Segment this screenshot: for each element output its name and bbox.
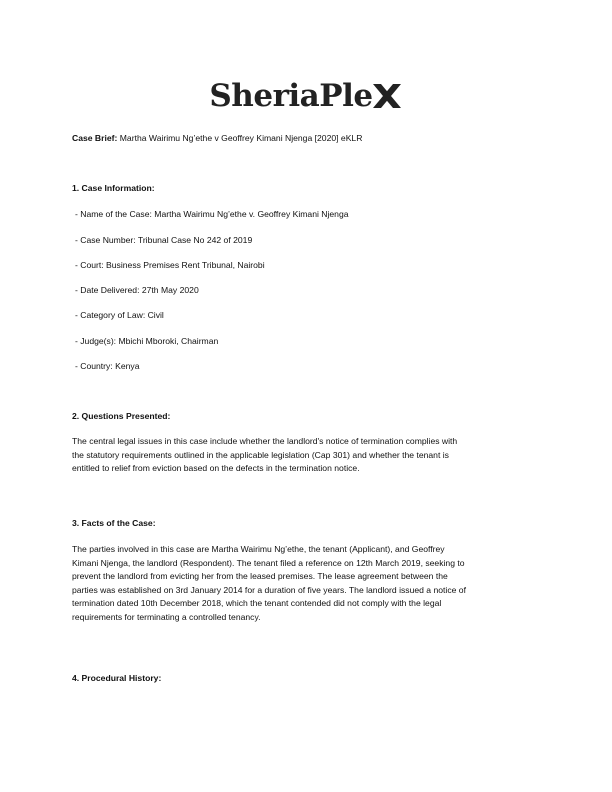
- paragraph-line: entitled to relief from eviction based on the defects in the termination notice.: [72, 463, 360, 474]
- info-judges: - Judge(s): Mbichi Mboroki, Chairman: [75, 336, 219, 346]
- procedural-history-heading: 4. Procedural History:: [72, 673, 162, 683]
- info-country: - Country: Kenya: [75, 361, 140, 371]
- info-court: - Court: Business Premises Rent Tribunal, Nairobi: [75, 260, 265, 270]
- facts-of-case-paragraph: [72, 543, 542, 625]
- logo-x-mark-icon: [371, 80, 403, 112]
- info-name-of-case: - Name of the Case: Martha Wairimu Ng’ethe v. Geoffrey Kimani Njenga: [75, 209, 349, 219]
- case-brief-label: Case Brief:: [72, 133, 118, 143]
- paragraph-line: The central legal issues in this case include whether the landlord's notice of termination complies with: [72, 436, 458, 446]
- paragraph-line: requirements for terminating a controlled tenancy.: [72, 611, 261, 622]
- paragraph-line: the statutory requirements outlined in the applicable legislation (Cap 301) and whether the tenant is: [72, 449, 449, 460]
- paragraph-line: prevent the landlord from evicting her from the leased premises. The lease agreement between the: [72, 571, 448, 582]
- info-date-delivered: - Date Delivered: 27th May 2020: [75, 285, 199, 295]
- info-category-of-law: - Category of Law: Civil: [75, 310, 164, 320]
- paragraph-line: The parties involved in this case are Martha Wairimu Ng’ethe, the tenant (Applicant), and Geoffrey: [72, 544, 445, 554]
- paragraph-line: parties was established on 3rd January 2014 for a duration of five years. The landlord issued a notice of: [72, 584, 466, 595]
- paragraph-line: Kimani Njenga, the landlord (Respondent). The tenant filed a reference on 12th March 2019, seeking to: [72, 557, 465, 568]
- paragraph-line: termination dated 10th December 2018, which the tenant contended did not comply with the legal: [72, 598, 442, 609]
- case-brief-line: [72, 132, 362, 144]
- facts-of-case-heading: 3. Facts of the Case:: [72, 518, 156, 528]
- info-case-number: - Case Number: Tribunal Case No 242 of 2019: [75, 235, 253, 245]
- sheriaplex-logo: [0, 76, 612, 116]
- logo-text: SheriaPle: [209, 77, 373, 114]
- case-brief-title: Martha Wairimu Ng’ethe v Geoffrey Kimani Njenga [2020] eKLR: [117, 133, 363, 143]
- questions-presented-heading: 2. Questions Presented:: [72, 411, 171, 421]
- case-information-heading: 1. Case Information:: [72, 183, 155, 193]
- questions-presented-paragraph: [72, 435, 542, 476]
